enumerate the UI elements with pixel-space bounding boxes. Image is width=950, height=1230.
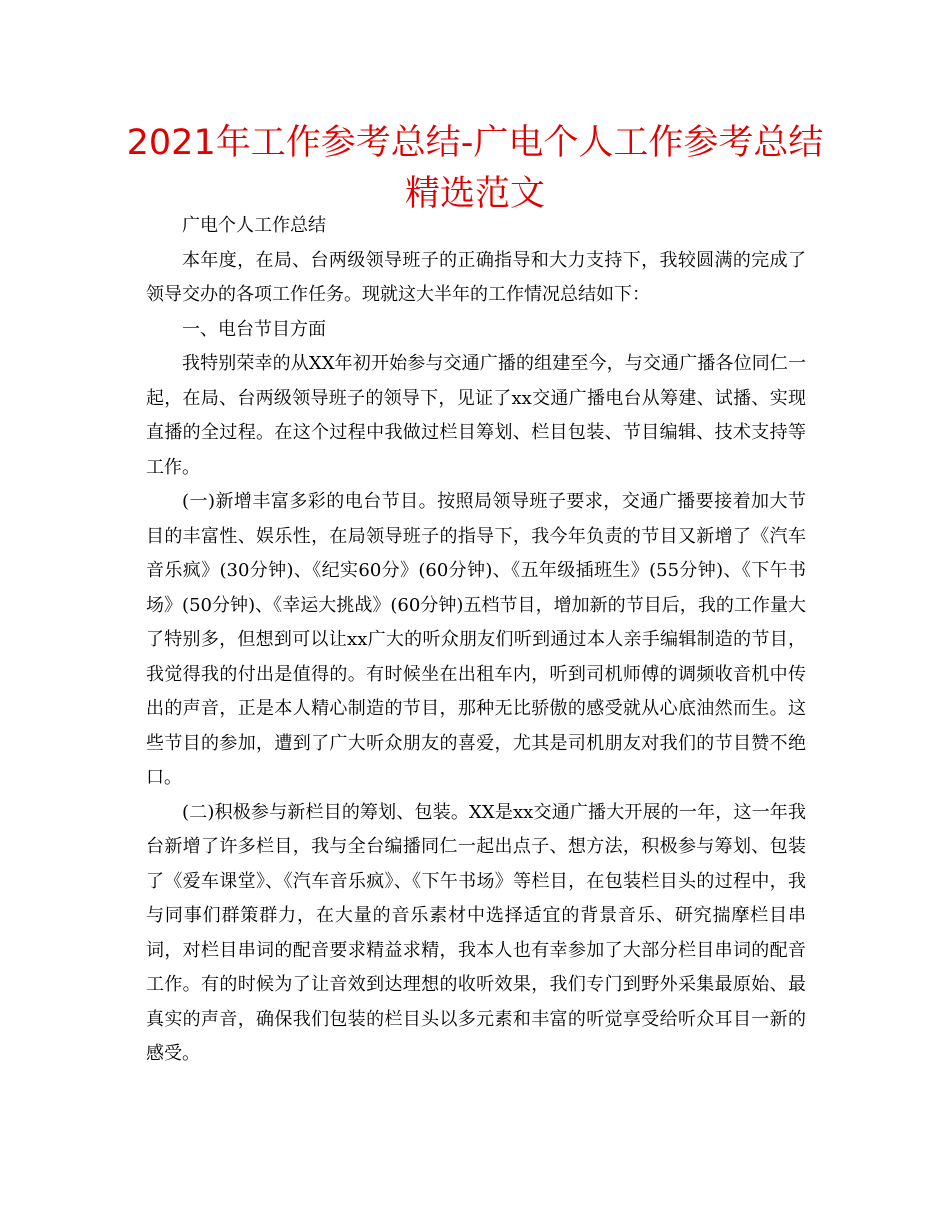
section-heading-summary: 广电个人工作总结 (182, 215, 326, 236)
document-body (146, 209, 806, 1072)
body-paragraph: (二)积极参与新栏目的筹划、包装。XX是xx交通广播大开展的一年，这一年我台新增了许多栏目，我与全台编播同仁一起出点子、想方法，积极参与筹划、包装了《爱车课堂》、《汽车音乐疯》、《下午书场》等栏目，在包装栏目头的过程中，我与同事们群策群力，在大量的音乐素材中选择适宜的背景音乐、研究揣摩栏目串词，对栏目串词的配音要求精益求精，我本人也有幸参加了大部分栏目串词的配音工作。有的时候为了让音效到达理想的收听效果，我们专门到野外采集最原始、最真实的声音，确保我们包装的栏目头以多元素和丰富的听觉享受给听众耳目一新的感受。 (146, 801, 806, 1064)
section-heading-radio-programs: 一、电台节目方面 (182, 318, 326, 340)
body-paragraph: (一)新增丰富多彩的电台节目。按照局领导班子要求，交通广播要接着加大节目的丰富性、娱乐性，在局领导班子的指导下，我今年负责的节目又新增了《汽车音乐疯》(30分钟)、《纪实60分》(60分钟)、《五年级插班生》(55分钟)、《下午书场》(50分钟)、《幸运大挑战》(60分钟)五档节目，增加新的节目后，我的工作量大了特别多，但想到可以让xx广大的听众朋友们听到通过本人亲手编辑制造的节目，我觉得我的付出是值得的。有时候坐在出租车内，听到司机师傅的调频收音机中传出的声音，正是本人精心制造的节目，那种无比骄傲的感受就从心底油然而生。这些节目的参加，遭到了广大听众朋友的喜爱，尤其是司机朋友对我们的节目赞不绝口。 (146, 491, 806, 788)
body-paragraph: 我特别荣幸的从XX年初开始参与交通广播的组建至今，与交通广播各位同仁一起，在局、台两级领导班子的领导下，见证了xx交通广播电台从筹建、试播、实现直播的全过程。在这个过程中我做过栏目筹划、栏目包装、节目编辑、技术支持等工作。 (146, 353, 806, 478)
document-title: 2021年工作参考总结-广电个人工作参考总结精选范文 (126, 123, 824, 214)
intro-paragraph: 本年度，在局、台两级领导班子的正确指导和大力支持下，我较圆满的完成了领导交办的各项工作任务。现就这大半年的工作情况总结如下： (146, 249, 806, 305)
